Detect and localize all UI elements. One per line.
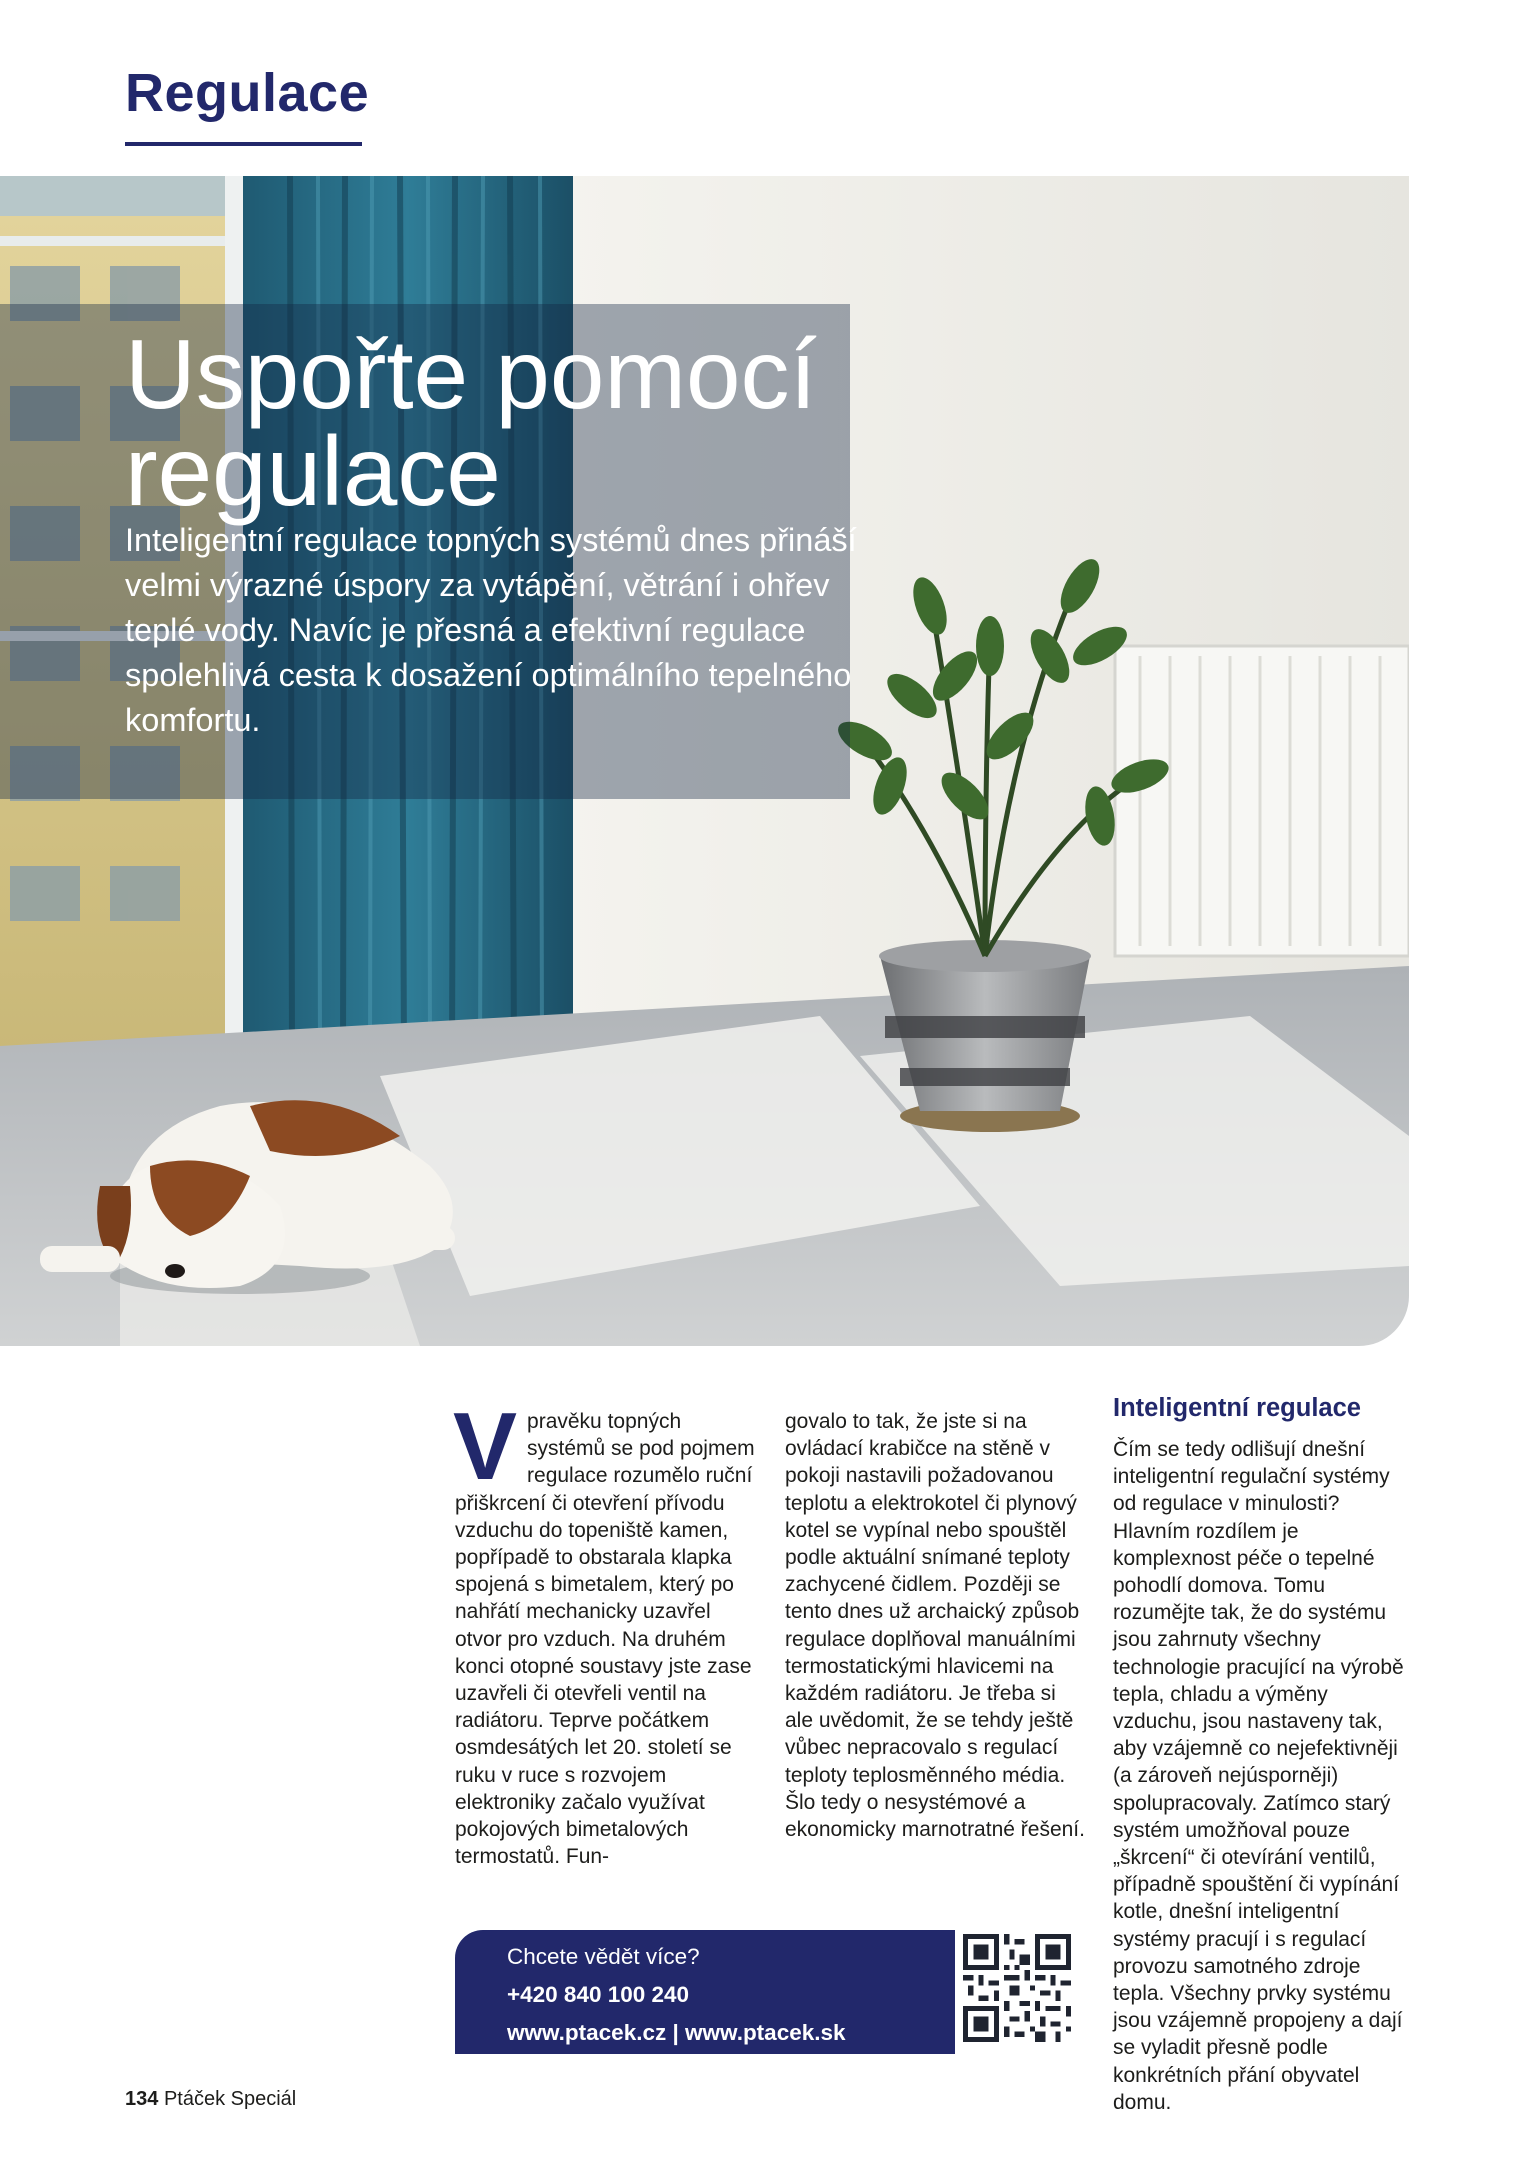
qr-code-icon — [963, 1934, 1071, 2042]
publication-name: Ptáček Speciál — [163, 2088, 297, 2110]
article-column-3: Čím se tedy odlišují dnešní inteligentní regulační systémy od regulace v minulosti? Hlavním rozdílem je komplexnost péče o tepelné pohodlí domova. Tomu rozumějte tak, že do systému jsou zahrnuty všechny technologie pracující na výrobě tepla, chladu a výměny vzduchu, jsou nastaveny tak, aby vzájemně co nejefektivněji (a zároveň nejúsporněji) spolupracovaly. Zatímco starý systém umožňoval pouze „škrcení“ či otevírání ventilů, případně spouštění či vypínání kotle, dnešní inteligentní systémy pracují i s regulací provozu samotného zdroje tepla. Všechny prvky systému jsou vzájemně propojeny a dají se vyladit přesně podle konkrétních přání obyvatel domu. — [1113, 1438, 1404, 2114]
hero-title-line-2: regulace — [125, 416, 501, 526]
article-column-1-text: pravěku topných systémů se pod pojmem regulace rozumělo ruční přiškrcení či otevření přívodu vzduchu do topeniště kamen, popřípadě to obstarala klapka spojená s bimetalem, který po nahřátí mechanicky uzavřel otvor pro vzduch. Na druhém konci otopné soustavy jste zase uzavřeli či otevřeli ventil na radiátoru. Teprve počátkem osmdesátých let 20. století se ruku v ruce s rozvojem elektroniky začalo využívat pokojových bimetalových termostatů. Fun- — [455, 1410, 755, 1869]
section-title: Regulace — [125, 63, 370, 123]
contact-box — [455, 1930, 955, 2054]
qr-code[interactable] — [955, 1930, 1079, 2054]
drop-cap: V — [453, 1393, 518, 1500]
section-title-underline — [125, 142, 362, 146]
contact-websites[interactable]: www.ptacek.cz | www.ptacek.sk — [507, 2020, 846, 2045]
contact-question: Chcete vědět více? — [507, 1944, 700, 1969]
article-column-1 — [453, 1393, 755, 1870]
contact-phone[interactable]: +420 840 100 240 — [507, 1982, 690, 2007]
hero-lead-paragraph: Inteligentní regulace topných systémů dnes přináší velmi výrazné úspory za vytápění, větrání i ohřev teplé vody. Navíc je přesná a efektivní regulace spolehlivá cesta k dosažení optimálního tepelného komfortu. — [125, 522, 857, 738]
page-number: 134 — [125, 2088, 159, 2110]
hero-title-line-1: Uspořte pomocí — [125, 319, 817, 429]
hero-photo — [0, 176, 1409, 1346]
hero-title — [125, 319, 845, 526]
page-footer — [125, 2088, 296, 2111]
subheading-intelligent-regulation: Inteligentní regulace — [1113, 1394, 1361, 1422]
article-column-2: govalo to tak, že jste si na ovládací krabičce na stěně v pokoji nastavili požadovanou teplotu a elektrokotel či plynový kotel se vypínal nebo spouštěl podle aktuální snímané teploty zachycené čidlem. Později se tento dnes už archaický způsob regulace doplňoval manuálními termostatickými hlavicemi na každém radiátoru. Je třeba si ale uvědomit, že se tehdy ještě vůbec nepracovalo s regulací teploty teplosměnného média. Šlo tedy o nesystémové a ekonomicky marnotratné řešení. — [785, 1410, 1085, 1842]
